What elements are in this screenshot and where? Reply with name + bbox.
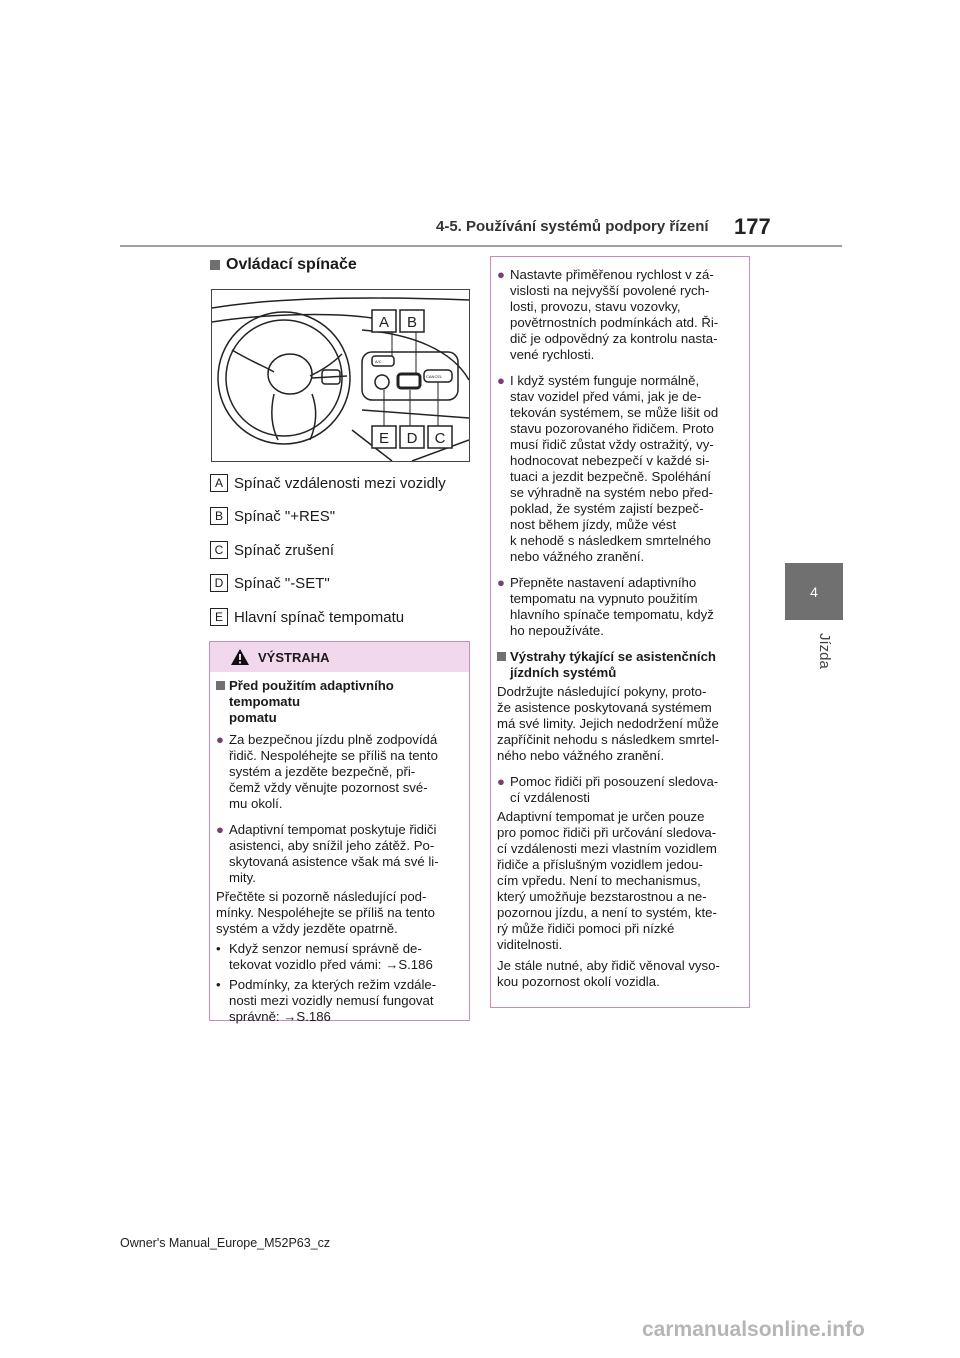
warn-line: asistenci, aby snížil jeho zátěž. Po- <box>229 838 435 853</box>
square-bullet-icon <box>497 652 506 661</box>
right-bullet-1 <box>497 267 745 363</box>
text-line: vené rychlosti. <box>510 347 595 362</box>
warn-line: nosti mezi vozidly nemusí fungovat <box>229 993 434 1008</box>
text-line: nost během jízdy, může vést <box>510 517 677 532</box>
text-line: viditelnosti. <box>497 937 563 952</box>
warn-line: skytovaná asistence však má své li- <box>229 854 439 869</box>
warn-line: Podmínky, za kterých režim vzdále- <box>229 977 437 992</box>
circle-bullet-icon: ● <box>216 822 224 837</box>
figure-label-a: A <box>378 314 390 331</box>
text-line: Adaptivní tempomat je určen pouze <box>497 809 705 824</box>
legend-key: B <box>210 507 228 525</box>
left-section-heading <box>210 256 357 274</box>
legend-text: Spínač vzdálenosti mezi vozidly <box>234 474 446 492</box>
text-line: cím vpředu. Není to mechanismus, <box>497 873 701 888</box>
text-line: Nastavte přiměřenou rychlost v zá- <box>510 267 714 282</box>
legend-key: C <box>210 541 228 559</box>
chapter-tab <box>785 563 843 620</box>
legend-item <box>210 574 472 592</box>
text-line: hlavního spínače tempomatu, když <box>510 607 714 622</box>
text-line: nebo vážného zranění. <box>510 549 645 564</box>
page-number: 177 <box>734 214 771 239</box>
text-line: dič je odpovědný za kontrolu nasta- <box>510 331 718 346</box>
warn-line: pomatu <box>229 710 277 725</box>
continued-warning-box <box>490 256 750 1008</box>
text-line: cí vzdálenosti mezi vlastním vozidlem <box>497 841 717 856</box>
text-line: ho nepoužíváte. <box>510 623 604 638</box>
warn-line: mity. <box>229 870 256 885</box>
right-subheading <box>497 649 745 681</box>
circle-bullet-icon: ● <box>497 267 505 282</box>
footer-text: Owner's Manual_Europe_M52P63_cz <box>120 1236 331 1250</box>
warning-bullet <box>216 822 464 886</box>
steering-wheel-svg <box>212 290 469 461</box>
figure-label-b: B <box>406 314 418 331</box>
section-title: 4-5. Používání systémů podpory řízení <box>436 218 709 235</box>
text-line: Výstrahy týkající se asistenčních <box>510 649 716 664</box>
text-line: má své limity. Jejich nedodržení může <box>497 716 719 731</box>
legend-text: Spínač "+RES" <box>234 507 336 525</box>
warn-line: tekovat vozidlo před vámi: →S.186 <box>229 957 433 972</box>
legend-key: A <box>210 474 228 492</box>
square-bullet-icon <box>216 681 225 690</box>
chapter-label: Jízda <box>816 633 833 669</box>
heading-text: Ovládací spínače <box>226 256 357 273</box>
legend-item <box>210 608 472 626</box>
warn-line: Když senzor nemusí správně de- <box>229 941 422 956</box>
text-line: I když systém funguje normálně, <box>510 373 700 388</box>
text-line: Je stále nutné, aby řidič věnoval vyso- <box>497 958 720 973</box>
circle-bullet-icon: ● <box>216 732 224 747</box>
text-line: hodnocovat nebezpečí v každé si- <box>510 453 710 468</box>
warn-line: systém a vždy jezděte opatrně. <box>216 921 398 936</box>
text-line: Pomoc řidiči při posouzení sledova- <box>510 774 719 789</box>
figure-label-e: E <box>378 430 390 447</box>
legend-text: Spínač zrušení <box>234 541 335 559</box>
warn-line: Přečtěte si pozorně následující pod- <box>216 889 427 904</box>
right-paragraph-3 <box>497 958 745 990</box>
warn-line: Adaptivní tempomat poskytuje řidiči <box>229 822 437 837</box>
steering-wheel-illustration <box>211 289 470 462</box>
text-line: k nehodě s následkem smrtelného <box>510 533 711 548</box>
chapter-number: 4 <box>810 583 818 600</box>
text-line: pro pomoc řidiči při určování sledova- <box>497 825 717 840</box>
warn-line: mu okolí. <box>229 796 283 811</box>
text-line: že asistence poskytovaná systémem <box>497 700 712 715</box>
warn-line: správně: →S.186 <box>229 1009 331 1024</box>
text-line: stav vozidel před vámi, jak je de- <box>510 389 702 404</box>
text-line: tekován systémem, se může lišit od <box>510 405 719 420</box>
text-line: kou pozornost okolí vozidla. <box>497 974 660 989</box>
text-line: cí vzdálenosti <box>510 790 590 805</box>
legend-item <box>210 507 472 525</box>
text-line: musí řidič zůstat vždy ostražitý, vy- <box>510 437 714 452</box>
legend-text: Hlavní spínač tempomatu <box>234 608 405 626</box>
warning-box <box>209 641 470 1024</box>
text-line: se výhradně na systém nebo před- <box>510 485 714 500</box>
text-line: zapříčinit nehodu s následkem smrtel- <box>497 732 720 747</box>
right-paragraph-1 <box>497 684 745 764</box>
cancel-switch-text: CANCEL <box>426 374 443 379</box>
warn-line: Před použitím adaptivního tempomatu <box>229 678 394 709</box>
right-bullet-4 <box>497 774 745 806</box>
legend-key: E <box>210 608 228 626</box>
text-line: tuaci a jezdit bezpečně. Spoléhání <box>510 469 711 484</box>
text-line: tempomatu na vypnuto použitím <box>510 591 698 606</box>
warn-line: mínky. Nespoléhejte se příliš na tento <box>216 905 435 920</box>
warning-dot-item: • Podmínky, za kterých režim vzdále- nosti mezi vozidly nemusí fungovat správně: →S.186 <box>216 977 437 1024</box>
right-paragraph-2 <box>497 809 745 953</box>
warning-content <box>216 678 464 1025</box>
legend-key: D <box>210 574 228 592</box>
circle-bullet-icon: ● <box>497 373 505 388</box>
figure-label-c: C <box>434 430 446 447</box>
text-line: povětrnostních podmínkách atd. Ři- <box>510 315 719 330</box>
warning-dot-item: • Když senzor nemusí správně de- tekovat vozidlo před vámi: →S.186 <box>216 941 433 972</box>
warning-header <box>210 642 469 672</box>
square-bullet-icon <box>210 260 220 270</box>
text-line: který umožňuje bezstarostnou a ne- <box>497 889 707 904</box>
warn-line: řidič. Nespoléhejte se příliš na tento <box>229 748 438 763</box>
legend-item <box>210 541 472 559</box>
warn-line: Za bezpečnou jízdu plně zodpovídá <box>229 732 438 747</box>
text-line: řidiče a příslušným vozidlem jedou- <box>497 857 703 872</box>
warning-title: VÝSTRAHA <box>258 650 330 665</box>
figure-label-d: D <box>406 430 418 447</box>
text-line: Dodržujte následující pokyny, proto- <box>497 684 707 699</box>
text-line: Přepněte nastavení adaptivního <box>510 575 697 590</box>
continued-warning-content <box>497 267 745 990</box>
right-bullet-2 <box>497 373 745 565</box>
warn-line: čemž vždy věnujte pozornost své- <box>229 780 428 795</box>
text-line: jízdních systémů <box>510 665 617 680</box>
ac-switch-text: A/C <box>375 359 382 364</box>
circle-bullet-icon: ● <box>497 575 505 590</box>
warning-paragraph <box>216 889 464 937</box>
warn-line: systém a jezděte bezpečně, při- <box>229 764 416 779</box>
watermark: carmanualsonline.info <box>642 1318 865 1341</box>
legend-item <box>210 474 472 492</box>
right-bullet-3 <box>497 575 745 639</box>
circle-bullet-icon: ● <box>497 774 505 789</box>
text-line: vislosti na nejvyšší povolené rych- <box>510 283 710 298</box>
text-line: poklad, že systém zajistí bezpeč- <box>510 501 704 516</box>
header-divider <box>120 245 842 247</box>
text-line: stavu pozorovaného řidičem. Proto <box>510 421 714 436</box>
text-line: pozornou jízdu, a není to systém, kte- <box>497 905 717 920</box>
warning-bullet <box>216 732 464 812</box>
text-line: rý může řidiči pomoci při nízké <box>497 921 675 936</box>
warning-triangle-icon <box>230 648 250 666</box>
warning-subheading <box>216 678 464 726</box>
text-line: ného nebo vážného zranění. <box>497 748 665 763</box>
legend-text: Spínač "-SET" <box>234 574 330 592</box>
text-line: losti, provozu, stavu vozovky, <box>510 299 681 314</box>
